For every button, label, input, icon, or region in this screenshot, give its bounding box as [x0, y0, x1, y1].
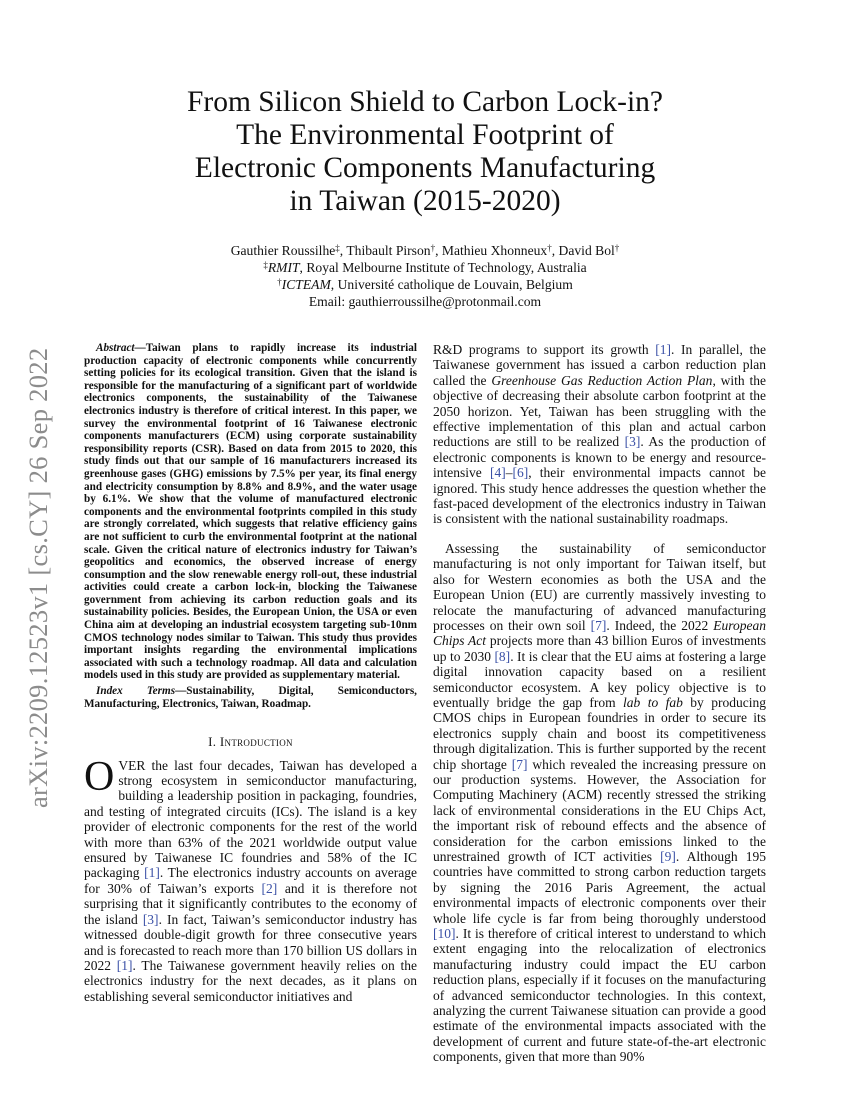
body-text: . It is therefore of critical interest to understand to which extent engaging into the relocalization of electronics manufacturing industry could impact the EU carbon reduction plans, especially if it focuses on the manufacturing of advanced semiconductor technologies. In this context, analyzing the current Taiwanese situation can provide a good estimate of the environmental impacts associated with the development of current and future state-of-the-art electronic components, given that more than 90%	[433, 926, 766, 1065]
body-text: . The Taiwanese government heavily relies on the electronics industry for the next decades, as it plans on establishing several semiconductor initiatives and	[84, 957, 417, 1004]
citation-link[interactable]: [8]	[494, 648, 511, 664]
author-name: David Bol	[558, 243, 615, 258]
affiliation-mark: ‡	[335, 243, 340, 253]
body-text: . Indeed, the 2022	[606, 617, 714, 633]
title-line: Electronic Components Manufacturing	[194, 152, 656, 184]
citation-link[interactable]: [3]	[142, 911, 159, 927]
affiliation-text: , Royal Melbourne Institute of Technology, Australia	[299, 260, 587, 275]
body-text: which revealed the increasing pressure on our production systems. However, the Association for Computing Machinery (ACM) recently stressed the striking lack of environmental considerations in the EU Chips Act, the important risk of rebound effects and the absence of consideration for the carbon emissions linked to the unrestrained growth of ICT activities	[433, 756, 766, 864]
author-name: Gauthier Roussilhe	[230, 243, 336, 258]
affiliation-mark: †	[614, 243, 620, 253]
abstract-text: —Taiwan plans to rapidly increase its industrial production capacity of electronic components while concurrently setting policies for its ecological transition. Given that the island is responsible for the manufacturing of a significant part of worldwide electronics components, the sustainability of the Taiwanese electronics industry is therefore of critical interest. In this paper, we survey the environmental footprint of 16 Taiwanese electronic components manufacturers (ECM) using corporate sustainability responsibility reports (CSR). Based on data from 2015 to 2020, this study finds out that our sample of 16 manufacturers increased its greenhouse gases (GHG) emissions by 7.5% per year, its final energy and electricity consumption by 8.8% and 8.9%, and the water usage by 6.1%. We show that the volume of manufactured electronic components and the environmental footprints compiled in this study are strongly correlated, which suggests that relative efficiency gains are not sufficient to curb the environmental footprint at the national scale. Given the critical nature of electronics industry for Taiwan’s geopolitics and economics, the observed increase of energy consumption and the slow renewable energy roll-out, these industrial activities could create a carbon lock-in, blocking the Taiwanese government from achieving its carbon reduction goals and its sustainability policies. Besides, the European Union, the USA or even China aim at developing an industrial ecosystem targeting sub-10nm CMOS technology nodes similar to Taiwan. This study thus provides important insights regarding the environmental implications associated with such a technology roadmap. All data and calculation models used in this study are provided as supplementary material.	[84, 342, 417, 682]
body-text: . The electronics industry accounts on average for 30% of Taiwan’s exports	[84, 865, 417, 896]
paper-title	[85, 86, 765, 218]
arxiv-identifier: arXiv:2209.12523v1 [cs.CY] 26 Sep 2022	[23, 347, 53, 808]
body-text: by producing CMOS chips in European foundries in order to secure its electronics supply chain and boost its competitiveness through digitalization. This is further supported by the recent chip shortage	[433, 694, 766, 772]
body-text: Assessing the sustainability of semiconductor manufacturing is not only important for Taiwan itself, but also for Western economies as both the USA and the European Union (EU) are currently massively investing to relocate the manufacturing of advanced manufacturing processes on their own soil	[433, 540, 766, 633]
intro-paragraph	[84, 753, 417, 1005]
citation-link[interactable]: [1]	[144, 865, 160, 881]
affiliation-mark: †	[547, 243, 552, 253]
affiliation-mark: ‡	[263, 260, 268, 270]
section-heading	[84, 734, 417, 749]
body-text: and it is therefore not surprising that it significantly contributes to the economy of the island	[84, 880, 417, 927]
author-list: Gauthier Roussilhe‡, Thibault Pirson†, Mathieu Xhonneux†, David Bol†	[230, 243, 620, 258]
act-name: European Chips Act	[433, 617, 766, 649]
body-text: . In parallel, the Taiwanese government has issued a carbon reduction plan called the	[433, 342, 766, 388]
emphasis-text: lab to fab	[623, 694, 683, 710]
body-paragraph	[433, 342, 766, 527]
citation-link[interactable]: [7]	[511, 756, 528, 772]
citation-link[interactable]: [9]	[660, 849, 676, 864]
body-text: , their environmental impacts cannot be ignored. This study hence addresses the question whether the fast-paced development of the electronics industry in Taiwan is consistent with the national sustainability roadmaps.	[433, 465, 766, 527]
body-text: –	[505, 465, 513, 481]
citation-link[interactable]: [6]	[512, 465, 529, 481]
index-terms-text: —Sustainability, Digital, Semiconductors, Manufacturing, Electronics, Taiwan, Roadmap.	[84, 685, 417, 710]
body-text: projects more than 43 billion Euros of investments up to 2030	[433, 633, 766, 664]
body-text: VER the last four decades, Taiwan has developed a strong ecosystem in semiconductor manufacturing, building a leadership position in packaging, foundries, and testing of integrated circuits (ICs). The island is a key provider of electronic components for the rest of the world with more than 63% of the 2021 worldwide output value ensured by Taiwanese IC foundries and 58% of the IC packaging	[84, 757, 417, 881]
drop-cap: O	[84, 753, 115, 800]
citation-link[interactable]: [1]	[655, 342, 672, 357]
affiliation-1	[85, 259, 765, 276]
affiliation-text: , Université catholique de Louvain, Belgium	[330, 277, 573, 292]
author-name: Mathieu Xhonneux	[441, 243, 548, 258]
citation-link[interactable]: [2]	[261, 880, 278, 896]
body-text: . Although 195 countries have committed to strong carbon reduction targets by signing the 2016 Paris Agreement, the actual environmental impacts of electronic components over their whole life cycle is far from being thoroughly understood	[433, 849, 766, 926]
index-terms	[84, 685, 417, 710]
left-column	[84, 342, 417, 1004]
section-number: I.	[208, 734, 217, 750]
citation-link[interactable]: [1]	[116, 957, 133, 973]
citation-link[interactable]: [4]	[489, 465, 506, 481]
right-column	[433, 342, 766, 1065]
body-text: . In fact, Taiwan’s semiconductor industry has witnessed double-digit growth for three consecutive years and is forecasted to reach more than 170 billion US dollars in 2022	[84, 911, 417, 973]
body-text: . It is clear that the EU aims at fostering a large digital innovation capacity based on a resilient semiconductor ecosystem. A key policy objective is to eventually bridge the gap from	[433, 648, 766, 710]
citation-link[interactable]: [3]	[624, 434, 641, 450]
author-name: Thibault Pirson	[346, 243, 431, 258]
affiliation-org: RMIT	[267, 260, 300, 275]
section-title: Introduction	[219, 734, 293, 750]
affiliation-mark: †	[430, 243, 436, 253]
body-paragraph	[433, 541, 766, 1065]
abstract	[84, 342, 417, 682]
affiliation-org: ICTEAM	[281, 277, 331, 292]
body-text: , with the objective of decreasing their absolute carbon footprint at the 2050 horizon. Yet, Taiwan has been struggling with the effective implementation of this plan and actual carbon reductions are still to be realized	[433, 372, 766, 450]
citation-link[interactable]: [7]	[590, 617, 607, 633]
author-block	[85, 242, 765, 310]
index-terms-label: Index Terms	[96, 685, 176, 698]
title-line: From Silicon Shield to Carbon Lock-in?	[186, 86, 664, 118]
body-text: . As the production of electronic components is known to be energy and resource-intensive	[433, 434, 766, 481]
abstract-label: Abstract	[96, 342, 135, 354]
title-line: The Environmental Footprint of	[236, 119, 614, 151]
plan-name: Greenhouse Gas Reduction Action Plan	[491, 372, 713, 388]
author-email: Email: gauthierroussilhe@protonmail.com	[308, 294, 542, 309]
title-line: in Taiwan (2015-2020)	[289, 185, 561, 217]
body-text: R&D programs to support its growth	[433, 342, 656, 357]
affiliation-mark: †	[277, 277, 282, 287]
affiliation-2	[85, 276, 765, 293]
citation-link[interactable]: [10]	[433, 926, 456, 942]
